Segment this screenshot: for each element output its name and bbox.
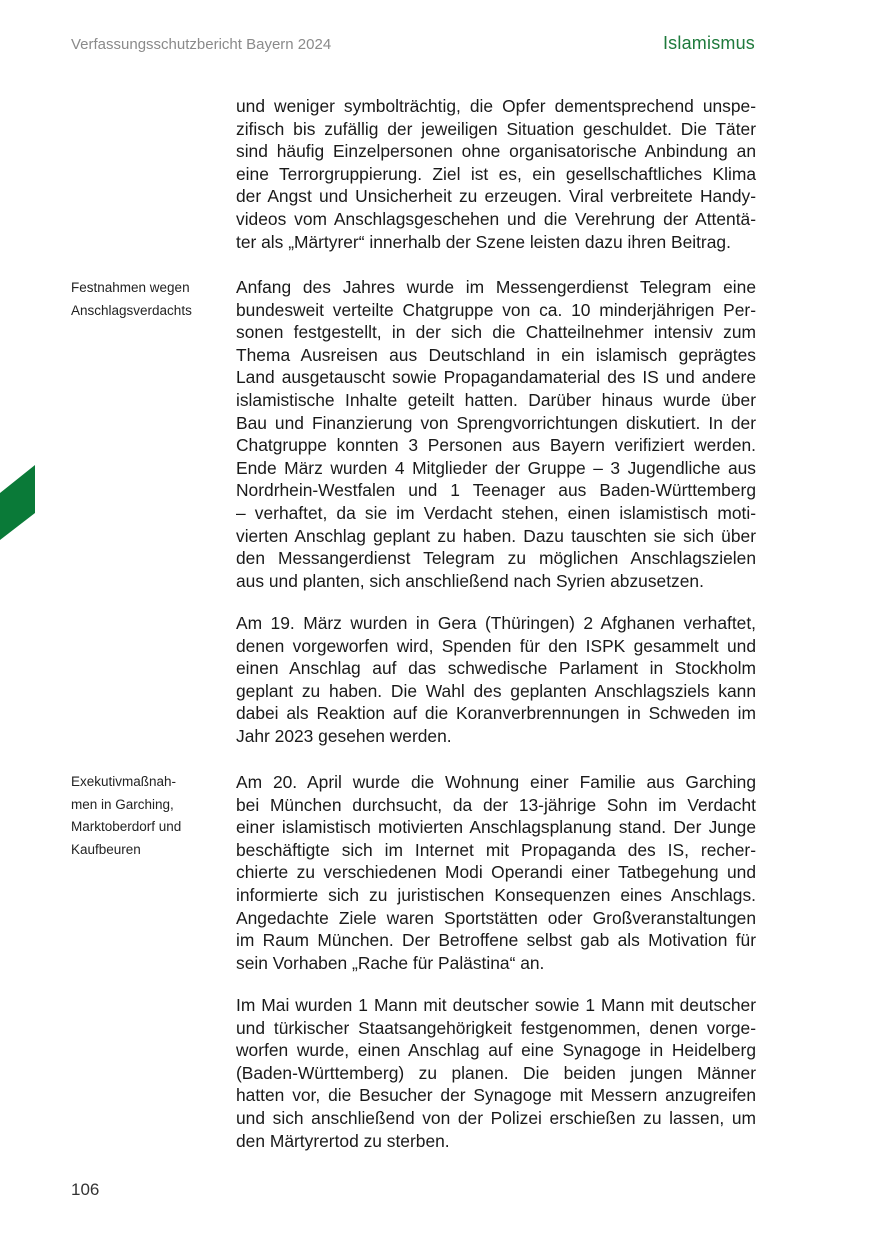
text-line: geplant zu haben. Die Wahl des geplanten Anschlagsziels kann <box>236 680 756 701</box>
text-line: Nordrhein-Westfalen und 1 Teenager aus Baden-Württemberg <box>236 480 756 501</box>
paragraph-1 <box>236 95 756 253</box>
paragraph-2 <box>236 276 756 592</box>
text-line: ter als „Märtyrer“ innerhalb der Szene leisten dazu ihren Beitrag. <box>236 231 731 252</box>
text-line: und türkischer Staatsangehörigkeit festgenommen, denen vorge- <box>236 1017 756 1038</box>
side-label-exekutiv <box>71 771 181 861</box>
text-line: eine Terrorgruppierung. Ziel ist es, ein gesellschaftliches Klima <box>236 163 756 184</box>
text-line: aus und planten, sich anschließend nach Syrien abzusetzen. <box>236 570 704 591</box>
text-line: Jahr 2023 gesehen werden. <box>236 725 452 746</box>
side-label-line: Festnahmen wegen <box>71 280 190 295</box>
text-line: sonen festgestellt, in der sich die Chatteilnehmer intensiv zum <box>236 322 756 343</box>
text-line: im Raum München. Der Betroffene selbst gab als Motivation für <box>236 930 756 951</box>
text-line: Ende März wurden 4 Mitglieder der Gruppe – 3 Jugendliche aus <box>236 457 756 478</box>
paragraph-5 <box>236 994 756 1152</box>
text-line: sein Vorhaben „Rache für Palästina“ an. <box>236 952 545 973</box>
section-title: Islamismus <box>662 33 755 53</box>
text-line: und sich anschließend von der Polizei erschießen zu lassen, um <box>236 1107 756 1128</box>
text-line: Thema Ausreisen aus Deutschland in ein islamisch geprägtes <box>236 344 756 365</box>
text-line: dabei als Reaktion auf die Koranverbrennungen in Schweden im <box>236 703 756 724</box>
text-line: videos vom Anschlagsgeschehen und die Verehrung der Attentä- <box>236 208 756 229</box>
text-line: bei München durchsucht, da der 13-jährige Sohn im Verdacht <box>236 794 756 815</box>
text-line: hatten vor, die Besucher der Synagoge mit Messern anzugreifen <box>236 1085 756 1106</box>
text-line: zifisch bis zufällig der jeweiligen Situation geschuldet. Die Täter <box>236 118 756 139</box>
text-line: Anfang des Jahres wurde im Messengerdienst Telegram eine <box>236 277 756 297</box>
text-line: Im Mai wurden 1 Mann mit deutscher sowie 1 Mann mit deutscher <box>236 995 756 1015</box>
side-label-line: Kaufbeuren <box>71 841 141 857</box>
text-line: einer islamistisch motivierten Anschlagsplanung stand. Der Junge <box>236 817 756 838</box>
text-line: Land ausgetauscht sowie Propagandamaterial des IS und andere <box>236 367 756 388</box>
page-number: 106 <box>71 1180 100 1199</box>
text-line: den Messangerdienst Telegram zu möglichen Anschlagszielen <box>236 548 756 569</box>
text-line: den Märtyrertod zu sterben. <box>236 1130 450 1151</box>
text-line: bundesweit verteilte Chatgruppe von ca. 10 minderjährigen Per- <box>236 299 756 320</box>
text-line: Chatgruppe konnten 3 Personen aus Bayern verifiziert werden. <box>236 435 756 456</box>
paragraph-3 <box>236 612 756 748</box>
text-line: Am 19. März wurden in Gera (Thüringen) 2 Afghanen verhaftet, <box>236 613 756 633</box>
text-line: informierte sich zu juristischen Konsequenzen eines Anschlags. <box>236 884 756 905</box>
text-line: beschäftigte sich im Internet mit Propaganda des IS, recher- <box>236 839 756 860</box>
text-line: islamistische Inhalte geteilt hatten. Darüber hinaus wurde über <box>236 389 756 410</box>
text-line: – verhaftet, da sie im Verdacht stehen, einen islamistisch moti- <box>236 502 756 523</box>
text-line: sind häufig Einzelpersonen ohne organisatorische Anbindung an <box>236 141 756 162</box>
text-line: vierten Anschlag geplant zu haben. Dazu tauschten sie sich über <box>236 525 756 546</box>
text-line: Bau und Finanzierung von Sprengvorrichtungen diskutiert. In der <box>236 412 756 433</box>
side-label-line: Exekutivmaßnah- <box>71 774 177 789</box>
side-label-line: men in Garching, <box>71 796 174 812</box>
text-line: Angedachte Ziele waren Sportstätten oder Großveranstaltungen <box>236 907 756 928</box>
text-line: (Baden-Württemberg) zu planen. Die beiden jungen Männer <box>236 1062 756 1083</box>
side-label-festnahmen <box>71 277 192 322</box>
side-label-line: Marktoberdorf und <box>71 819 182 834</box>
text-line: einen Anschlag auf das schwedische Parlament in Stockholm <box>236 658 756 679</box>
text-line: Am 20. April wurde die Wohnung einer Familie aus Garching <box>236 772 756 792</box>
text-line: chierte zu verschiedenen Modi Operandi einer Tatbegehung und <box>236 862 756 883</box>
text-line: der Angst und Unsicherheit zu erzeugen. Viral verbreitete Handy- <box>236 186 756 207</box>
side-label-line: Anschlagsverdachts <box>71 302 192 318</box>
text-line: und weniger symbolträchtig, die Opfer dementsprechend unspe- <box>236 96 756 116</box>
report-title: Verfassungsschutzbericht Bayern 2024 <box>71 36 332 53</box>
paragraph-4 <box>236 771 756 974</box>
text-line: worfen wurde, einen Anschlag auf eine Synagoge in Heidelberg <box>236 1040 756 1061</box>
text-line: denen vorgeworfen wird, Spenden für den ISPK gesammelt und <box>236 635 756 656</box>
green-tab-marker <box>0 465 35 540</box>
